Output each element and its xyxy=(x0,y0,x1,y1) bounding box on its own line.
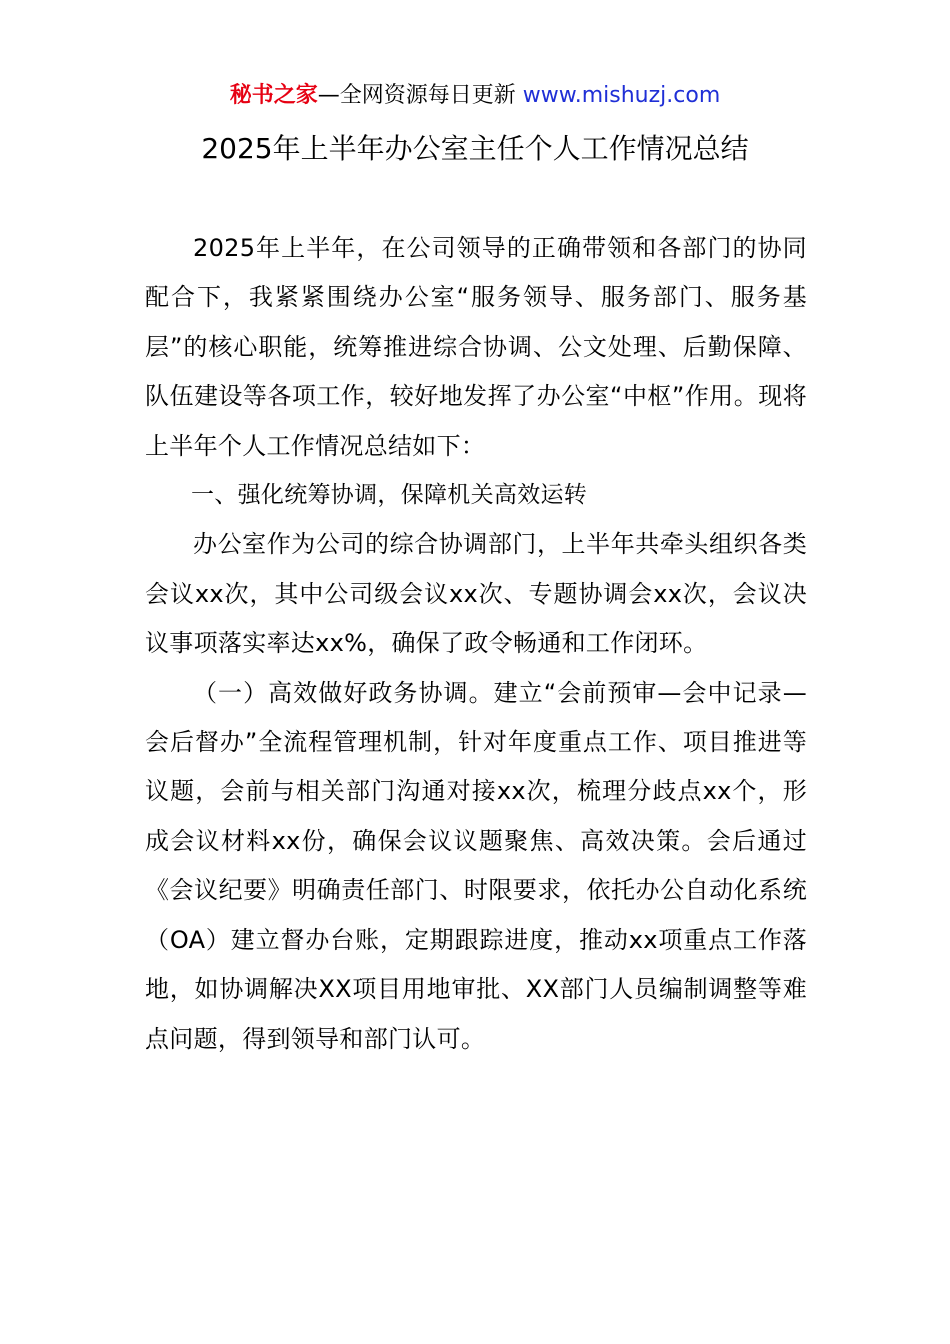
document-body xyxy=(145,224,807,1064)
document-title: 2025年上半年办公室主任个人工作情况总结 xyxy=(201,132,749,165)
site-header xyxy=(0,80,950,112)
subsection-paragraph: （一）高效做好政务协调。建立“会前预审—会中记录—会后督办”全流程管理机制，针对年度重点工作、项目推进等议题，会前与相关部门沟通对接xx次，梳理分歧点xx个，形成会议材料xx份，确保会议议题聚焦、高效决策。会后通过《会议纪要》明确责任部门、时限要求，依托办公自动化系统（OA）建立督办台账，定期跟踪进度，推动xx项重点工作落地，如协调解决XX项目用地审批、XX部门人员编制调整等难点问题，得到领导和部门认可。 xyxy=(145,678,807,1053)
section-paragraph: 办公室作为公司的综合协调部门，上半年共牵头组织各类会议xx次，其中公司级会议xx次、专题协调会xx次，会议决议事项落实率达xx%，确保了政令畅通和工作闭环。 xyxy=(145,530,807,658)
intro-paragraph: 2025年上半年，在公司领导的正确带领和各部门的协同配合下，我紧紧围绕办公室“服务领导、服务部门、服务基层”的核心职能，统筹推进综合协调、公文处理、后勤保障、队伍建设等各项工作，较好地发挥了办公室“中枢”作用。现将上半年个人工作情况总结如下： xyxy=(145,234,807,460)
section-heading: 一、强化统筹协调，保障机关高效运转 xyxy=(191,482,588,509)
header-brand: 秘书之家 xyxy=(229,83,318,108)
header-url-link[interactable]: www.mishuzj.com xyxy=(522,83,721,108)
header-tagline: —全网资源每日更新 xyxy=(317,83,523,108)
